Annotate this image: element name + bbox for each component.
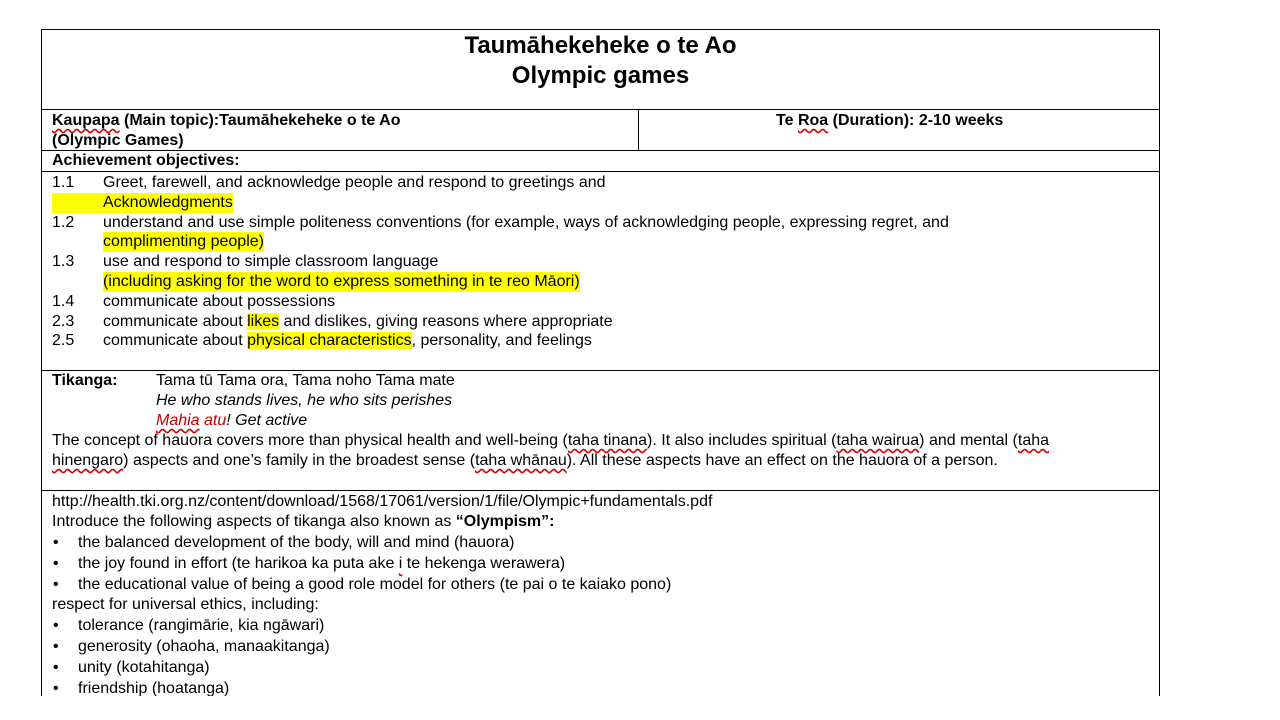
list-item: the educational value of being a good role model for others (te pai o te kaiako pono) [78,576,672,593]
topic-label: Kaupapa (Main topic):Taumāhekeheke o te Ao [52,112,401,129]
document-title: Taumāhekeheke o te Ao [464,32,737,59]
bullet-icon: • [53,680,59,696]
objective-number: 1.1 [52,174,75,191]
bullet-icon: • [53,534,59,551]
objective-number: 1.4 [52,293,75,310]
objective-number: 1.3 [52,253,75,270]
objective-text-highlight: (including asking for the word to express something in te reo Māori) [103,273,580,290]
get-active-line: Mahia atu! Get active [156,412,308,429]
bullet-icon: • [53,555,59,572]
lesson-plan-table [41,29,1160,696]
objective-text-highlight: complimenting people) [103,233,264,250]
list-item: unity (kotahitanga) [78,659,210,676]
ethics-intro: respect for universal ethics, including: [52,596,319,613]
divider [42,171,1159,172]
objective-text: understand and use simple politeness conventions (for example, ways of acknowledging people, expressing regret, and [103,214,949,231]
objective-number: 2.5 [52,332,75,349]
objective-text-highlight: Acknowledgments [52,193,233,213]
divider [42,109,1159,110]
objective-text: use and respond to simple classroom language [103,253,439,270]
resource-link[interactable]: http://health.tki.org.nz/content/download/1568/17061/version/1/file/Olympic+fundamentals.pdf [52,493,713,510]
objective-number: 2.3 [52,313,75,330]
objective-text: communicate about physical characteristics, personality, and feelings [103,332,592,349]
objective-text: communicate about likes and dislikes, giving reasons where appropriate [103,313,613,330]
objective-text: Greet, farewell, and acknowledge people and respond to greetings and [103,174,606,191]
list-item: friendship (hoatanga) [78,680,230,696]
bullet-icon: • [53,659,59,676]
topic-line2: (Olympic Games) [52,132,184,149]
objective-text: communicate about possessions [103,293,336,310]
bullet-icon: • [53,617,59,634]
list-item: the balanced development of the body, will and mind (hauora) [78,534,515,551]
list-item: generosity (ohaoha, manaakitanga) [78,638,330,655]
divider [42,490,1159,491]
objectives-heading: Achievement objectives: [52,152,240,169]
hauora-paragraph-line2: hinengaro) aspects and one’s family in the broadest sense (taha whānau). All these aspects have an effect on the hauora of a person. [52,452,998,469]
list-item: tolerance (rangimārie, kia ngāwari) [78,617,325,634]
objective-number: 1.2 [52,214,75,231]
hauora-paragraph-line1: The concept of hauora covers more than physical health and well-being (taha tinana). It also includes spiritual (taha wairua) and mental (taha [52,432,1050,449]
proverb-translation: He who stands lives, he who sits perishes [156,392,453,409]
duration-label: Te Roa (Duration): 2-10 weeks [776,112,1004,129]
bullet-icon: • [53,576,59,593]
document-subtitle: Olympic games [511,62,690,89]
column-divider [638,109,639,151]
tikanga-label: Tikanga: [52,372,118,389]
olympism-intro: Introduce the following aspects of tikanga also known as “Olympism”: [52,513,555,530]
proverb: Tama tū Tama ora, Tama noho Tama mate [156,372,455,389]
list-item: the joy found in effort (te harikoa ka puta ake i te hekenga werawera) [78,555,566,572]
bullet-icon: • [53,638,59,655]
